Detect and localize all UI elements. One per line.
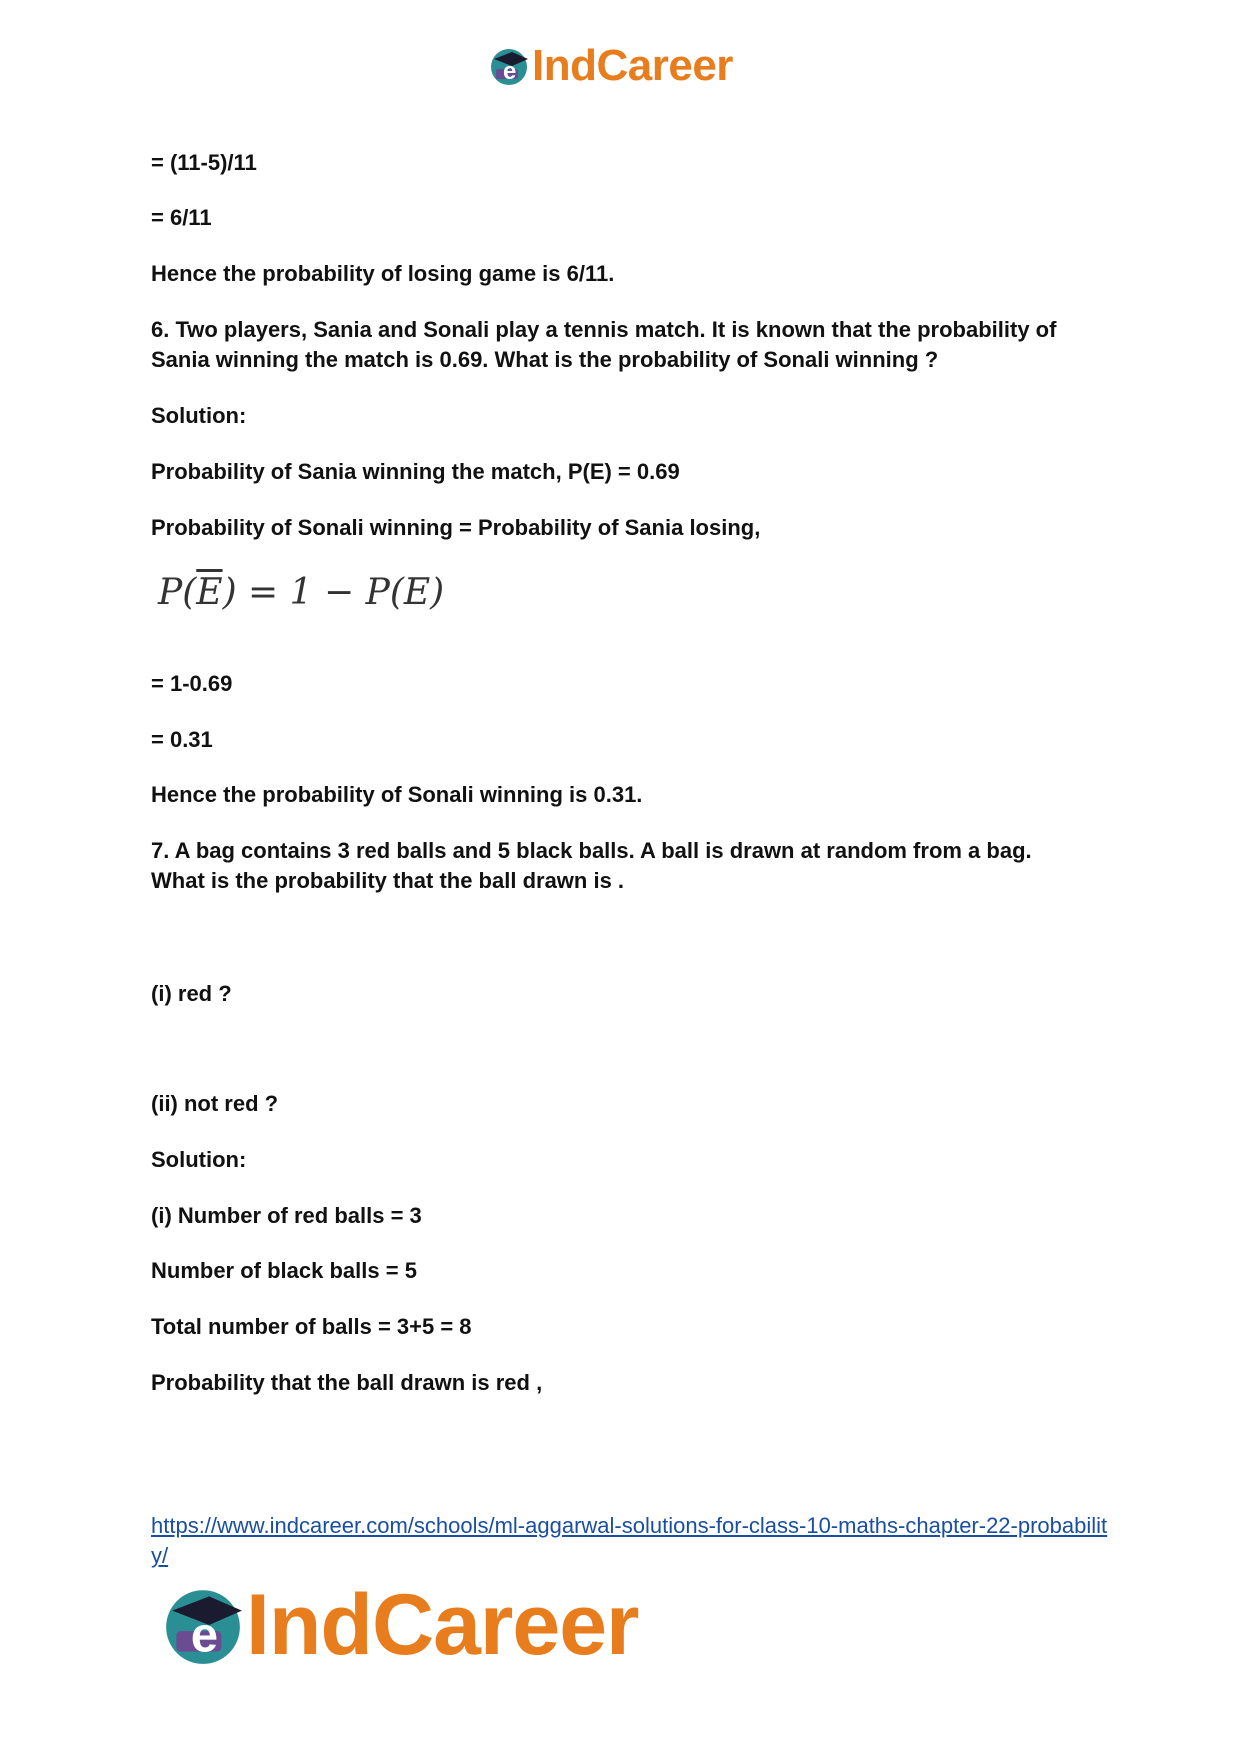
logo-text: IndCareer	[532, 41, 733, 90]
svg-text:e: e	[190, 1608, 219, 1663]
text-line: = (11-5)/11	[151, 150, 257, 175]
question-7: 7. A bag contains 3 red balls and 5 black balls. A ball is drawn at random from a bag. What is the probability that the ball drawn is .	[151, 838, 1032, 893]
text-line: (i) red ?	[151, 981, 232, 1006]
text-line: Number of black balls = 5	[151, 1258, 417, 1283]
text-line: Probability of Sania winning the match, P(E) = 0.69	[151, 459, 680, 484]
solution-heading: Solution:	[151, 403, 247, 428]
text-line: Total number of balls = 3+5 = 8	[151, 1314, 472, 1339]
text-line: (i) Number of red balls = 3	[151, 1203, 422, 1228]
source-link[interactable]: https://www.indcareer.com/schools/ml-aggarwal-solutions-for-class-10-maths-chapter-22-probability/	[151, 1513, 1108, 1568]
formula-left: P(	[158, 572, 197, 613]
text-line: = 0.31	[151, 727, 213, 752]
text-line: Probability that the ball drawn is red ,	[151, 1370, 543, 1395]
graduation-cap-icon	[488, 45, 530, 87]
formula-rest: ) = 1 − P(E)	[222, 572, 445, 613]
text-line: Hence the probability of Sonali winning is 0.31.	[151, 782, 643, 807]
text-line: = 1-0.69	[151, 671, 233, 696]
probability-formula	[158, 572, 444, 613]
footer-logo	[160, 1576, 639, 1673]
graduation-cap-icon	[160, 1582, 246, 1668]
logo-text: IndCareer	[246, 1576, 639, 1673]
text-line: = 6/11	[151, 205, 212, 230]
text-line: (ii) not red ?	[151, 1091, 279, 1116]
text-line: Probability of Sonali winning = Probability of Sania losing,	[151, 515, 761, 540]
formula-e-bar: $\overline{E}$	[196, 572, 223, 613]
svg-text:e: e	[503, 58, 517, 85]
header-logo	[488, 42, 733, 90]
question-6: 6. Two players, Sania and Sonali play a tennis match. It is known that the probability of Sania winning the match is 0.69. What is the probability of Sonali winning ?	[151, 317, 1057, 372]
solution-heading: Solution:	[151, 1147, 247, 1172]
text-line: Hence the probability of losing game is 6/11.	[151, 261, 615, 286]
